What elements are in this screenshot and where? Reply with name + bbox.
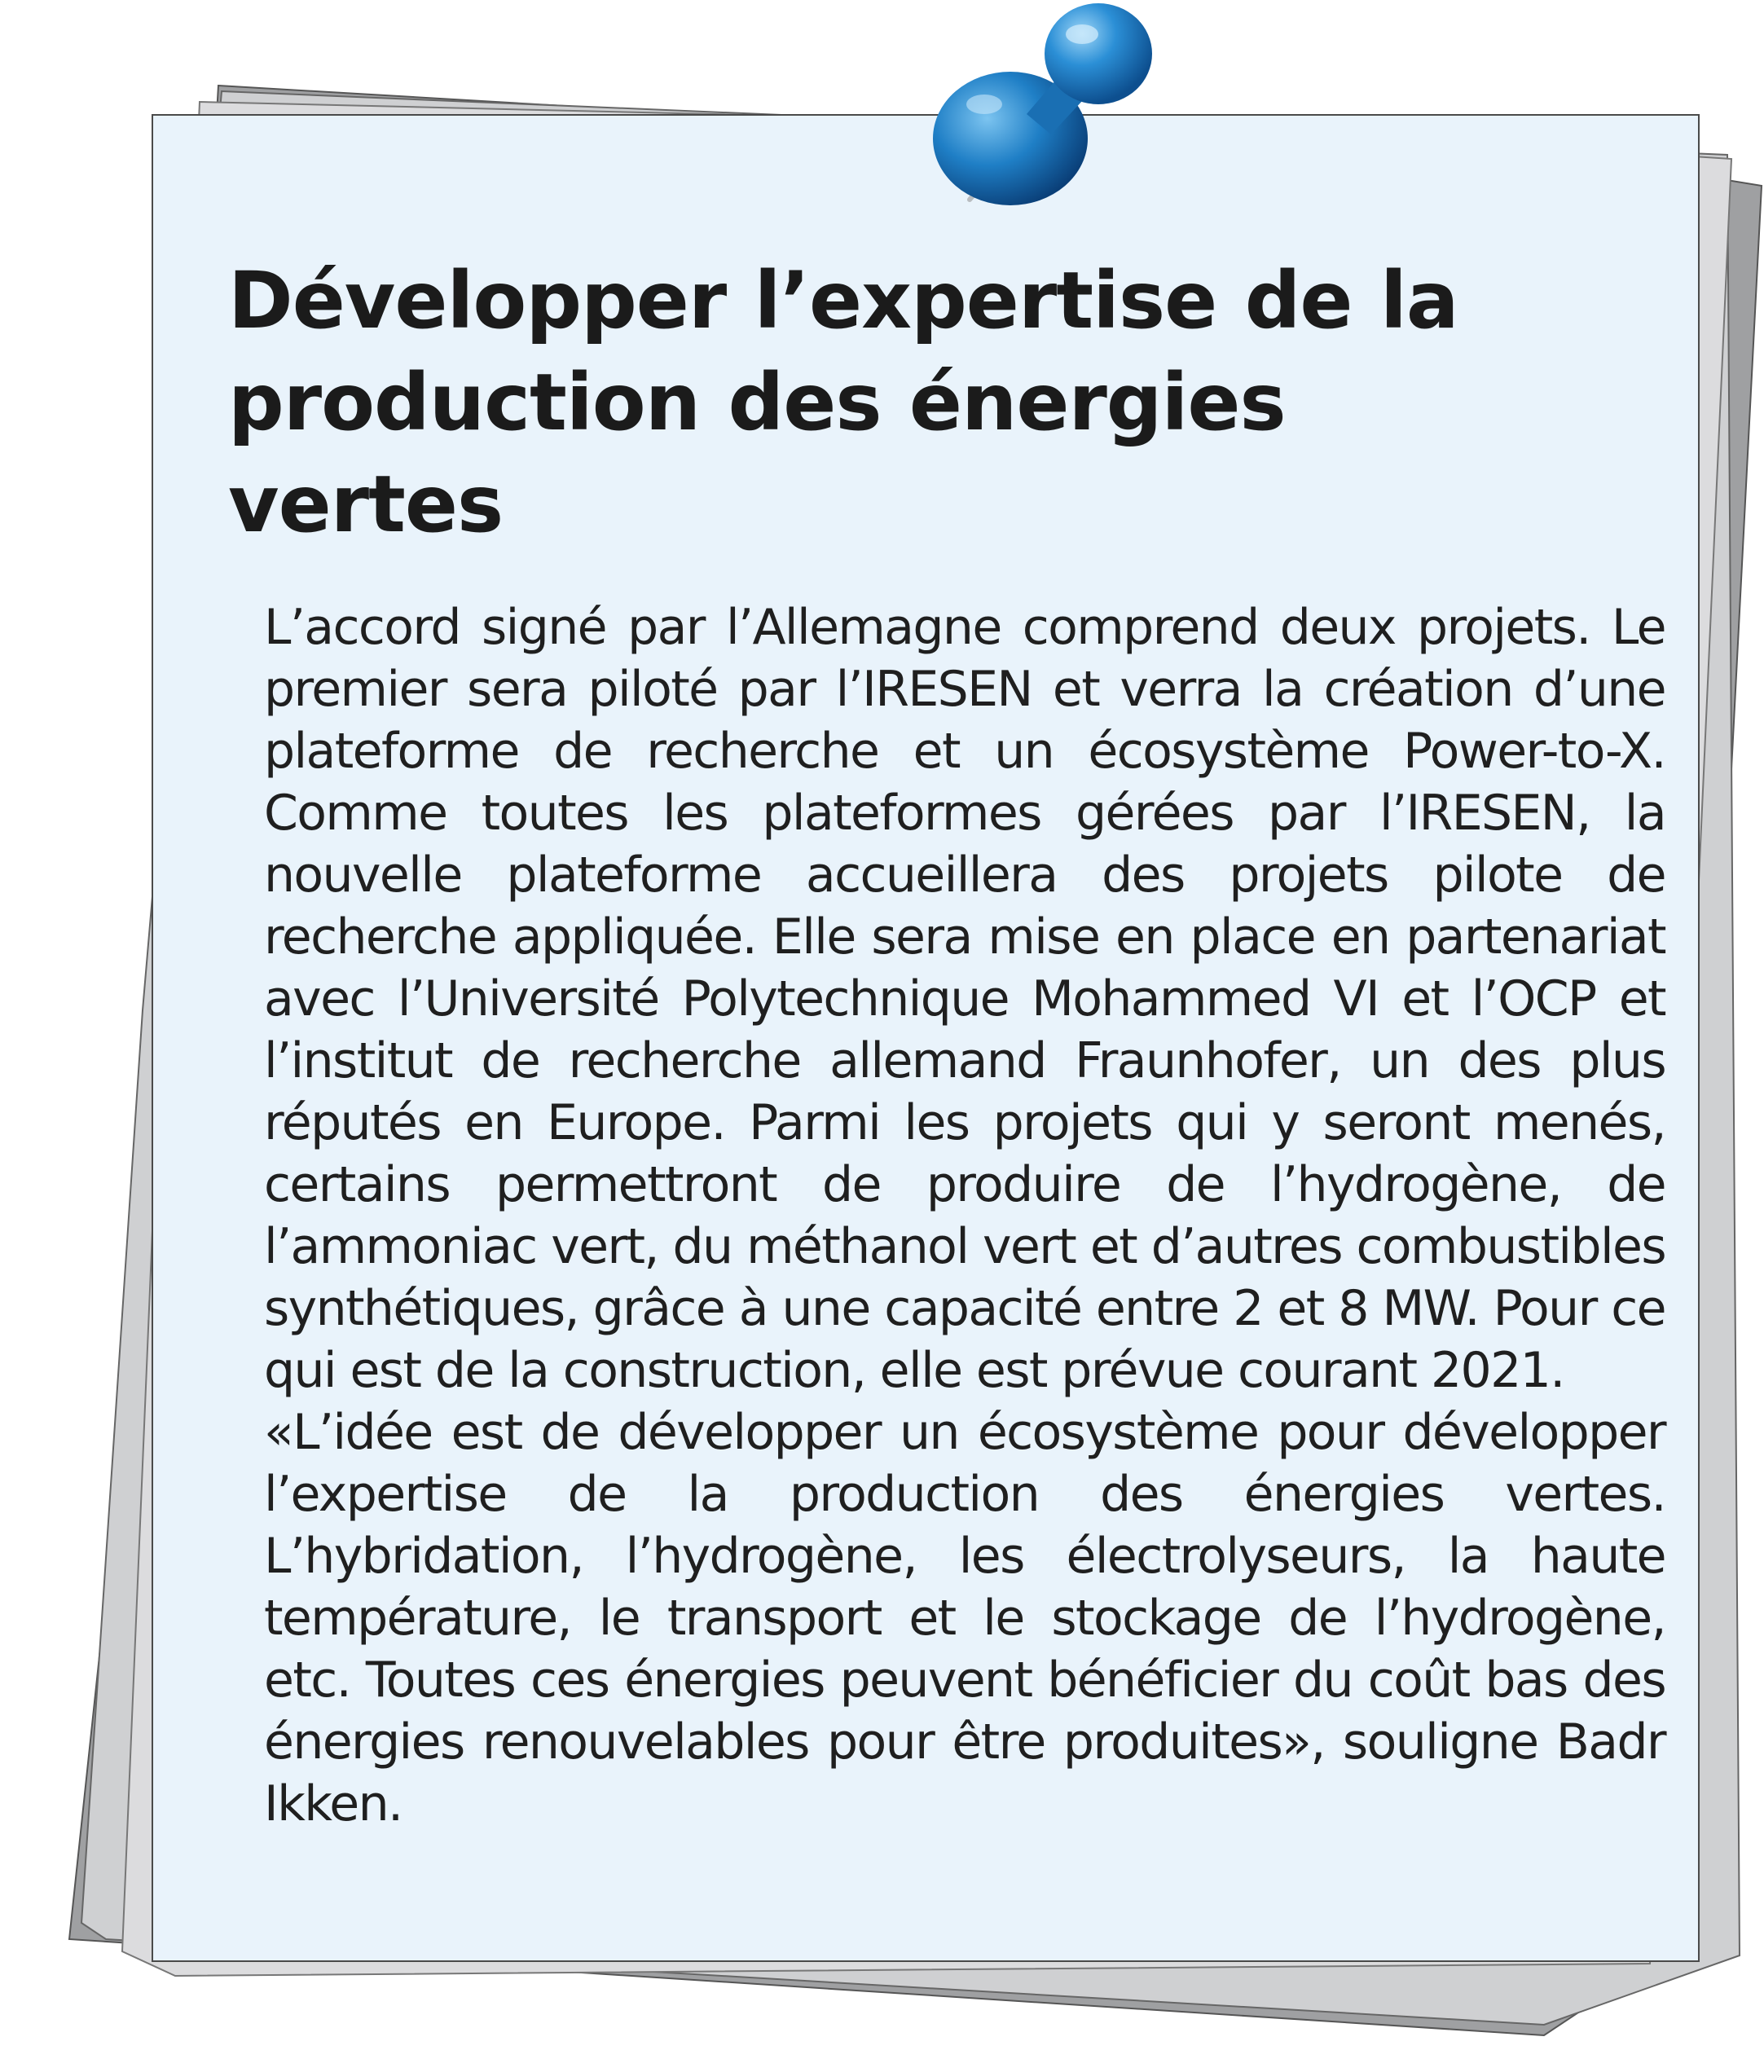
note-title: Développer l’expertise de la production des énergies vertes [228,255,1458,550]
note-card [152,114,1700,1962]
note-body [264,596,1665,1835]
note-paragraph-1: L’accord signé par l’Allemagne comprend deux projets. Le premier sera piloté par l’IRESEN et verra la création d’une plateforme de recherche et un écosystème Power-to-X. Comme toutes les plateformes gérées par l’IRESEN, la nouvelle plateforme accueillera des projets pilote de recherche appliquée. Elle sera mise en place en partenariat avec l’Université Polytechnique Mohammed VI et l’OCP et l’institut de recherche allemand Fraunhofer, un des plus réputés en Europe. Parmi les projets qui y seront menés, certains permettront de produire de l’hydrogène, de l’ammoniac vert, du méthanol vert et d’autres combustibles synthétiques, grâce à une capacité entre 2 et 8 MW. Pour ce qui est de la construction, elle est prévue courant 2021. [264,599,1665,1399]
note-paragraph-2: «L’idée est de développer un écosystème pour développer l’expertise de la production des énergies vertes. L’hybridation, l’hydrogène, les électrolyseurs, la haute température, le transport et le stockage de l’hydrogène, etc. Toutes ces énergies peuvent bénéficier du coût bas des énergies renouvelables pour être produites», souligne Badr Ikken. [264,1404,1665,1832]
pushpin-icon [921,0,1157,212]
